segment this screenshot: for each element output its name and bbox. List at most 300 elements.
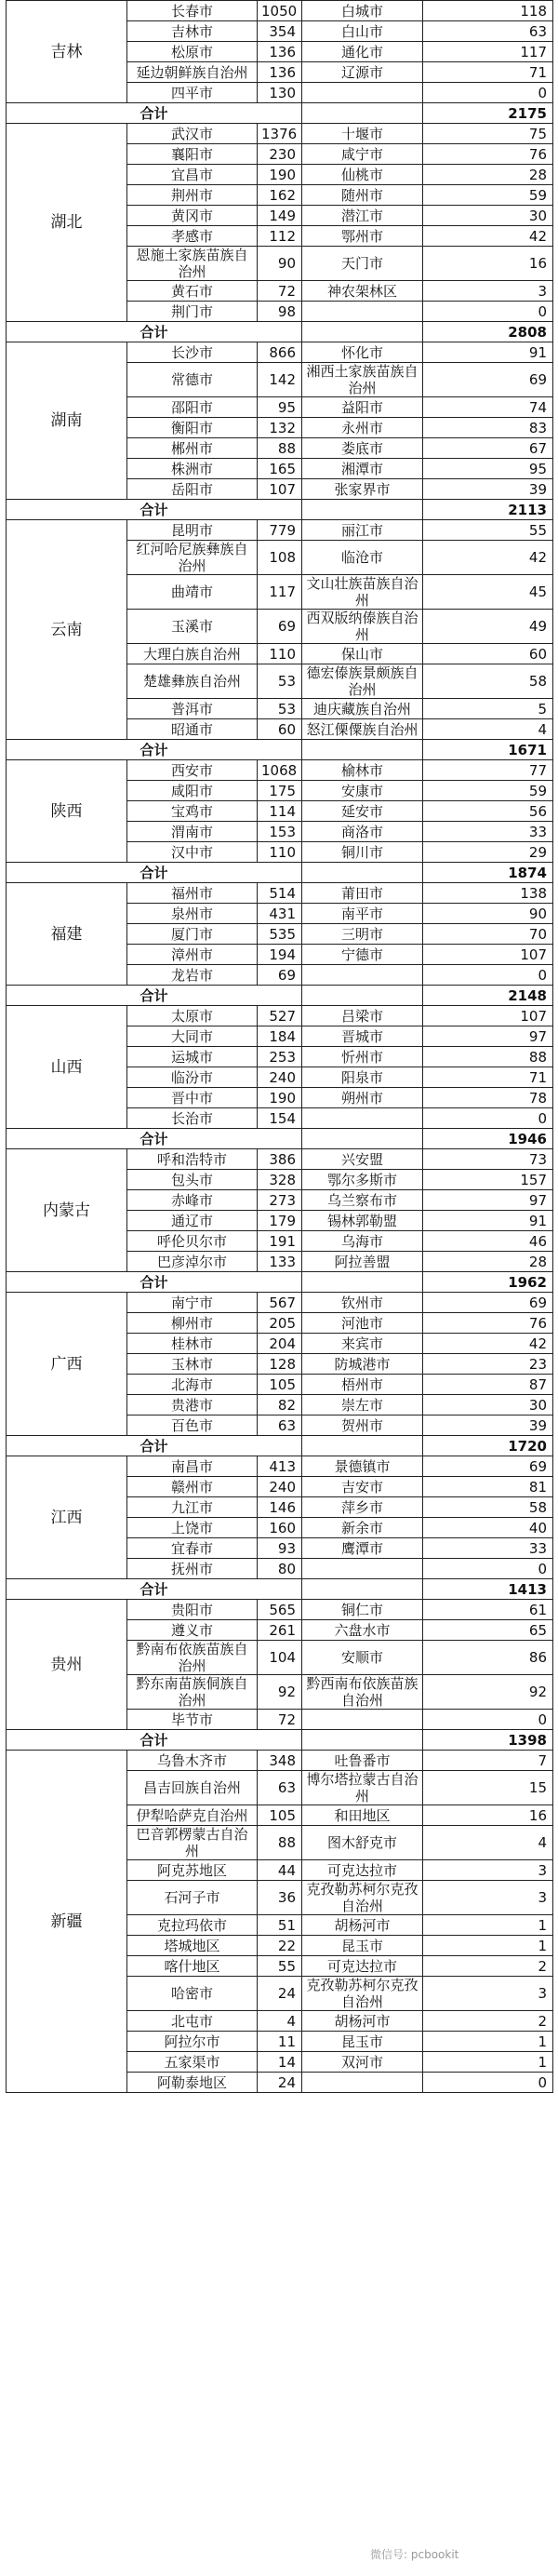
city-name: 随州市 — [302, 185, 423, 206]
city-name: 十堰市 — [302, 124, 423, 144]
city-count: 175 — [258, 781, 302, 801]
city-name: 毕节市 — [127, 1710, 258, 1730]
city-count: 88 — [423, 1047, 553, 1067]
city-count: 51 — [258, 1915, 302, 1936]
city-count: 136 — [258, 42, 302, 62]
city-name: 防城港市 — [302, 1354, 423, 1375]
city-count: 348 — [258, 1751, 302, 1771]
city-count: 230 — [258, 144, 302, 165]
city-count: 28 — [423, 165, 553, 185]
city-count: 5 — [423, 699, 553, 719]
city-count: 92 — [258, 1675, 302, 1710]
city-count: 779 — [258, 520, 302, 541]
city-name: 来宾市 — [302, 1334, 423, 1354]
city-name: 宜昌市 — [127, 165, 258, 185]
city-name: 通化市 — [302, 42, 423, 62]
city-name: 双河市 — [302, 2052, 423, 2073]
city-count: 105 — [258, 1375, 302, 1395]
city-name: 宝鸡市 — [127, 801, 258, 822]
city-count: 67 — [423, 438, 553, 459]
city-count: 117 — [423, 42, 553, 62]
city-count: 179 — [258, 1211, 302, 1231]
city-name: 吉安市 — [302, 1477, 423, 1497]
city-name: 武汉市 — [127, 124, 258, 144]
city-name: 鄂州市 — [302, 226, 423, 247]
city-count: 328 — [258, 1170, 302, 1190]
city-count: 63 — [423, 21, 553, 42]
province-total: 1874 — [423, 863, 553, 883]
city-count: 1 — [423, 2052, 553, 2073]
city-name: 河池市 — [302, 1313, 423, 1334]
city-name: 新余市 — [302, 1518, 423, 1538]
city-count: 0 — [423, 1108, 553, 1129]
city-name: 黄冈市 — [127, 206, 258, 226]
city-name: 阿克苏地区 — [127, 1860, 258, 1881]
city-count: 0 — [423, 1710, 553, 1730]
city-name: 六盘水市 — [302, 1620, 423, 1641]
total-label: 合计 — [7, 1129, 302, 1149]
city-count: 80 — [258, 1559, 302, 1579]
city-name: 丽江市 — [302, 520, 423, 541]
city-name: 鄂尔多斯市 — [302, 1170, 423, 1190]
total-spacer — [302, 103, 423, 124]
province-name: 湖南 — [7, 342, 127, 500]
city-name: 太原市 — [127, 1006, 258, 1026]
table-row — [7, 760, 553, 781]
table-row — [7, 124, 553, 144]
city-name: 克孜勒苏柯尔克孜自治州 — [302, 1881, 423, 1915]
table-row — [7, 342, 553, 363]
province-total: 2148 — [423, 986, 553, 1006]
city-count: 33 — [423, 822, 553, 842]
city-count: 162 — [258, 185, 302, 206]
city-name: 莆田市 — [302, 883, 423, 904]
city-name: 孝感市 — [127, 226, 258, 247]
city-name: 乌兰察布市 — [302, 1190, 423, 1211]
city-name: 荆门市 — [127, 302, 258, 322]
table-body — [7, 1, 553, 2093]
province-name: 福建 — [7, 883, 127, 986]
city-name: 锡林郭勒盟 — [302, 1211, 423, 1231]
city-count: 3 — [423, 1881, 553, 1915]
city-name: 北海市 — [127, 1375, 258, 1395]
city-count: 92 — [423, 1675, 553, 1710]
city-name: 贵港市 — [127, 1395, 258, 1415]
city-count: 72 — [258, 1710, 302, 1730]
total-row — [7, 1436, 553, 1456]
city-name: 襄阳市 — [127, 144, 258, 165]
total-label: 合计 — [7, 1272, 302, 1293]
city-name: 阿勒泰地区 — [127, 2073, 258, 2093]
city-name: 崇左市 — [302, 1395, 423, 1415]
city-name: 潜江市 — [302, 206, 423, 226]
total-label: 合计 — [7, 500, 302, 520]
city-count: 81 — [423, 1477, 553, 1497]
table-row — [7, 1751, 553, 1771]
city-name: 漳州市 — [127, 945, 258, 965]
city-count: 110 — [258, 842, 302, 863]
city-count: 78 — [423, 1088, 553, 1108]
city-name: 梧州市 — [302, 1375, 423, 1395]
city-name: 延边朝鲜族自治州 — [127, 62, 258, 83]
city-name: 松原市 — [127, 42, 258, 62]
city-count: 91 — [423, 342, 553, 363]
city-count: 4 — [423, 719, 553, 740]
city-count: 71 — [423, 1067, 553, 1088]
city-count: 22 — [258, 1936, 302, 1956]
city-name: 汉中市 — [127, 842, 258, 863]
total-label: 合计 — [7, 1730, 302, 1751]
city-name: 恩施土家族苗族自治州 — [127, 247, 258, 281]
table-row — [7, 1149, 553, 1170]
city-name: 西安市 — [127, 760, 258, 781]
city-count: 1 — [423, 1915, 553, 1936]
city-name: 克孜勒苏柯尔克孜自治州 — [302, 1977, 423, 2011]
city-count: 154 — [258, 1108, 302, 1129]
city-count: 59 — [423, 781, 553, 801]
city-name — [302, 83, 423, 103]
province-total: 2175 — [423, 103, 553, 124]
city-count: 95 — [423, 459, 553, 479]
city-name: 株洲市 — [127, 459, 258, 479]
city-count: 132 — [258, 418, 302, 438]
province-name: 新疆 — [7, 1751, 127, 2093]
city-name: 北屯市 — [127, 2011, 258, 2032]
city-name: 黔东南苗族侗族自治州 — [127, 1675, 258, 1710]
city-count: 130 — [258, 83, 302, 103]
total-row — [7, 863, 553, 883]
city-count: 45 — [423, 575, 553, 610]
city-name: 塔城地区 — [127, 1936, 258, 1956]
city-name: 张家界市 — [302, 479, 423, 500]
city-name: 湘西土家族苗族自治州 — [302, 363, 423, 397]
city-name: 白城市 — [302, 1, 423, 21]
total-spacer — [302, 500, 423, 520]
city-count: 88 — [258, 1826, 302, 1860]
province-name: 江西 — [7, 1456, 127, 1579]
city-count: 53 — [258, 699, 302, 719]
city-count: 87 — [423, 1375, 553, 1395]
city-name: 朔州市 — [302, 1088, 423, 1108]
table-row — [7, 1456, 553, 1477]
city-count: 146 — [258, 1497, 302, 1518]
city-count: 39 — [423, 479, 553, 500]
city-count: 354 — [258, 21, 302, 42]
city-count: 49 — [423, 610, 553, 644]
city-count: 15 — [423, 1771, 553, 1805]
total-spacer — [302, 986, 423, 1006]
total-spacer — [302, 863, 423, 883]
city-name: 昆明市 — [127, 520, 258, 541]
city-count: 91 — [423, 1211, 553, 1231]
city-name: 阿拉善盟 — [302, 1252, 423, 1272]
province-name: 山西 — [7, 1006, 127, 1129]
city-name: 安康市 — [302, 781, 423, 801]
city-count: 7 — [423, 1751, 553, 1771]
city-name: 黄石市 — [127, 281, 258, 302]
total-row — [7, 103, 553, 124]
city-name: 鹰潭市 — [302, 1538, 423, 1559]
province-name: 内蒙古 — [7, 1149, 127, 1272]
city-count: 60 — [423, 644, 553, 664]
province-total: 1671 — [423, 740, 553, 760]
province-total: 1413 — [423, 1579, 553, 1600]
city-name — [302, 1710, 423, 1730]
total-label: 合计 — [7, 103, 302, 124]
city-count: 69 — [423, 363, 553, 397]
total-row — [7, 740, 553, 760]
city-count: 82 — [258, 1395, 302, 1415]
city-name: 赤峰市 — [127, 1190, 258, 1211]
city-name: 九江市 — [127, 1497, 258, 1518]
city-name: 南平市 — [302, 904, 423, 924]
total-row — [7, 986, 553, 1006]
city-name: 娄底市 — [302, 438, 423, 459]
city-name: 阳泉市 — [302, 1067, 423, 1088]
city-count: 142 — [258, 363, 302, 397]
city-name: 西双版纳傣族自治州 — [302, 610, 423, 644]
city-count: 44 — [258, 1860, 302, 1881]
total-row — [7, 1730, 553, 1751]
city-name: 咸阳市 — [127, 781, 258, 801]
total-label: 合计 — [7, 1436, 302, 1456]
province-name: 吉林 — [7, 1, 127, 103]
city-count: 40 — [423, 1518, 553, 1538]
city-name: 铜仁市 — [302, 1600, 423, 1620]
total-spacer — [302, 1436, 423, 1456]
city-count: 112 — [258, 226, 302, 247]
city-count: 190 — [258, 1088, 302, 1108]
city-count: 138 — [423, 883, 553, 904]
city-name: 榆林市 — [302, 760, 423, 781]
city-name: 运城市 — [127, 1047, 258, 1067]
city-count: 69 — [423, 1293, 553, 1313]
city-count: 261 — [258, 1620, 302, 1641]
city-name: 保山市 — [302, 644, 423, 664]
city-name: 柳州市 — [127, 1313, 258, 1334]
city-count: 63 — [258, 1415, 302, 1436]
city-count: 136 — [258, 62, 302, 83]
city-count: 60 — [258, 719, 302, 740]
city-count: 514 — [258, 883, 302, 904]
city-count: 42 — [423, 1334, 553, 1354]
province-total: 1720 — [423, 1436, 553, 1456]
city-count: 16 — [423, 247, 553, 281]
city-count: 204 — [258, 1334, 302, 1354]
city-name: 呼和浩特市 — [127, 1149, 258, 1170]
total-label: 合计 — [7, 986, 302, 1006]
city-name: 白山市 — [302, 21, 423, 42]
city-count: 53 — [258, 664, 302, 699]
city-name: 文山壮族苗族自治州 — [302, 575, 423, 610]
city-name: 吐鲁番市 — [302, 1751, 423, 1771]
city-name: 克拉玛依市 — [127, 1915, 258, 1936]
city-count: 866 — [258, 342, 302, 363]
city-count: 240 — [258, 1067, 302, 1088]
city-count: 76 — [423, 144, 553, 165]
city-count: 114 — [258, 801, 302, 822]
city-name: 玉溪市 — [127, 610, 258, 644]
city-name: 景德镇市 — [302, 1456, 423, 1477]
city-count: 157 — [423, 1170, 553, 1190]
city-count: 1376 — [258, 124, 302, 144]
province-total: 2808 — [423, 322, 553, 342]
province-total: 1398 — [423, 1730, 553, 1751]
city-count: 42 — [423, 541, 553, 575]
city-name: 巴音郭楞蒙古自治州 — [127, 1826, 258, 1860]
city-count-table — [6, 0, 553, 2093]
city-count: 2 — [423, 2011, 553, 2032]
total-spacer — [302, 740, 423, 760]
city-name: 钦州市 — [302, 1293, 423, 1313]
city-name: 四平市 — [127, 83, 258, 103]
city-count: 58 — [423, 1497, 553, 1518]
city-count: 4 — [258, 2011, 302, 2032]
total-spacer — [302, 1579, 423, 1600]
city-count: 76 — [423, 1313, 553, 1334]
city-count: 386 — [258, 1149, 302, 1170]
city-name: 衡阳市 — [127, 418, 258, 438]
city-name: 石河子市 — [127, 1881, 258, 1915]
city-name: 黔西南布依族苗族自治州 — [302, 1675, 423, 1710]
city-count: 61 — [423, 1600, 553, 1620]
city-name: 怀化市 — [302, 342, 423, 363]
city-count: 273 — [258, 1190, 302, 1211]
city-count: 149 — [258, 206, 302, 226]
city-name: 可克达拉市 — [302, 1860, 423, 1881]
province-name: 湖北 — [7, 124, 127, 322]
city-name: 宜春市 — [127, 1538, 258, 1559]
city-name: 百色市 — [127, 1415, 258, 1436]
city-name: 辽源市 — [302, 62, 423, 83]
city-count: 535 — [258, 924, 302, 945]
city-name: 昆玉市 — [302, 2032, 423, 2052]
city-count: 86 — [423, 1641, 553, 1675]
city-name: 龙岩市 — [127, 965, 258, 986]
city-name: 吕梁市 — [302, 1006, 423, 1026]
city-name: 胡杨河市 — [302, 2011, 423, 2032]
total-row — [7, 322, 553, 342]
city-name: 昌吉回族自治州 — [127, 1771, 258, 1805]
city-name: 晋城市 — [302, 1026, 423, 1047]
city-count: 165 — [258, 459, 302, 479]
city-name: 延安市 — [302, 801, 423, 822]
city-count: 194 — [258, 945, 302, 965]
table-row — [7, 1600, 553, 1620]
total-spacer — [302, 1272, 423, 1293]
city-name: 怒江傈僳族自治州 — [302, 719, 423, 740]
city-name: 天门市 — [302, 247, 423, 281]
city-count: 59 — [423, 185, 553, 206]
city-count: 72 — [258, 281, 302, 302]
city-name: 哈密市 — [127, 1977, 258, 2011]
city-count: 160 — [258, 1518, 302, 1538]
city-count: 1050 — [258, 1, 302, 21]
city-name: 可克达拉市 — [302, 1956, 423, 1977]
city-count: 1068 — [258, 760, 302, 781]
city-count: 73 — [423, 1149, 553, 1170]
city-count: 117 — [258, 575, 302, 610]
total-row — [7, 1129, 553, 1149]
city-count: 77 — [423, 760, 553, 781]
city-count: 90 — [423, 904, 553, 924]
city-count: 108 — [258, 541, 302, 575]
city-count: 74 — [423, 397, 553, 418]
city-name: 邵阳市 — [127, 397, 258, 418]
city-name: 仙桃市 — [302, 165, 423, 185]
city-name: 德宏傣族景颇族自治州 — [302, 664, 423, 699]
city-count: 69 — [258, 610, 302, 644]
city-name — [302, 965, 423, 986]
city-name: 包头市 — [127, 1170, 258, 1190]
province-total: 1962 — [423, 1272, 553, 1293]
city-count: 30 — [423, 206, 553, 226]
city-count: 70 — [423, 924, 553, 945]
total-label: 合计 — [7, 1579, 302, 1600]
city-name: 商洛市 — [302, 822, 423, 842]
city-count: 0 — [423, 2073, 553, 2093]
province-total: 2113 — [423, 500, 553, 520]
city-count: 95 — [258, 397, 302, 418]
city-count: 1 — [423, 2032, 553, 2052]
city-count: 3 — [423, 281, 553, 302]
city-name: 遵义市 — [127, 1620, 258, 1641]
total-spacer — [302, 322, 423, 342]
city-name: 贺州市 — [302, 1415, 423, 1436]
city-count: 253 — [258, 1047, 302, 1067]
city-count: 3 — [423, 1977, 553, 2011]
city-count: 0 — [423, 965, 553, 986]
province-name: 贵州 — [7, 1600, 127, 1730]
city-name: 长春市 — [127, 1, 258, 21]
city-name: 常德市 — [127, 363, 258, 397]
city-count: 527 — [258, 1006, 302, 1026]
city-name: 乌海市 — [302, 1231, 423, 1252]
city-count: 567 — [258, 1293, 302, 1313]
city-count: 75 — [423, 124, 553, 144]
table-row — [7, 883, 553, 904]
city-count: 0 — [423, 83, 553, 103]
city-name: 昆玉市 — [302, 1936, 423, 1956]
city-count: 28 — [423, 1252, 553, 1272]
city-name: 益阳市 — [302, 397, 423, 418]
city-name — [302, 1108, 423, 1129]
city-count: 110 — [258, 644, 302, 664]
city-name: 厦门市 — [127, 924, 258, 945]
city-count: 83 — [423, 418, 553, 438]
table-row — [7, 520, 553, 541]
city-count: 104 — [258, 1641, 302, 1675]
city-count: 33 — [423, 1538, 553, 1559]
city-count: 107 — [423, 945, 553, 965]
total-label: 合计 — [7, 740, 302, 760]
city-name: 湘潭市 — [302, 459, 423, 479]
city-count: 565 — [258, 1600, 302, 1620]
city-name: 昭通市 — [127, 719, 258, 740]
city-count: 69 — [423, 1456, 553, 1477]
province-name: 云南 — [7, 520, 127, 740]
city-name — [302, 302, 423, 322]
city-name: 大理白族自治州 — [127, 644, 258, 664]
city-name: 胡杨河市 — [302, 1915, 423, 1936]
city-count: 107 — [423, 1006, 553, 1026]
city-name: 红河哈尼族彝族自治州 — [127, 541, 258, 575]
city-name: 迪庆藏族自治州 — [302, 699, 423, 719]
city-count: 55 — [423, 520, 553, 541]
city-count: 56 — [423, 801, 553, 822]
city-name: 玉林市 — [127, 1354, 258, 1375]
city-count: 46 — [423, 1231, 553, 1252]
